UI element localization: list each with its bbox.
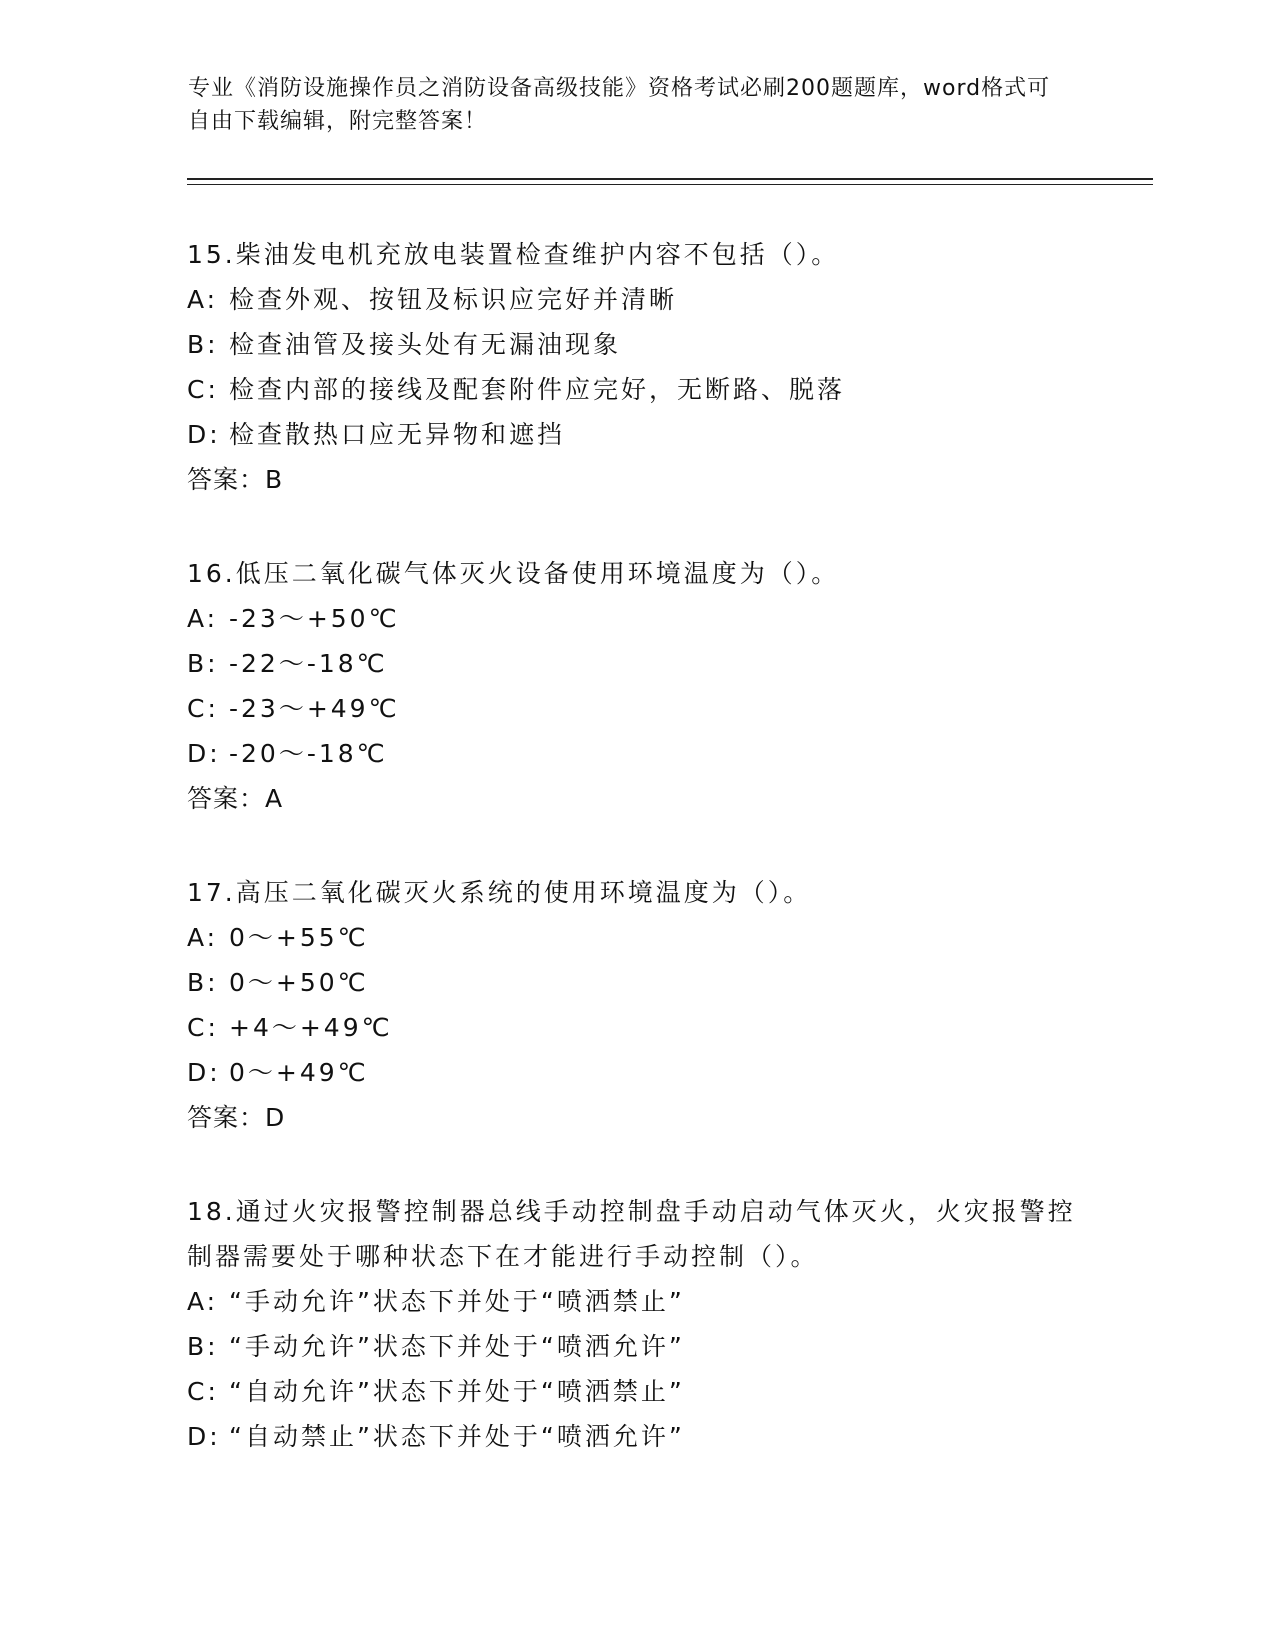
option-b [187, 322, 1087, 367]
option-a [187, 277, 1087, 322]
answer-value: A [265, 784, 284, 813]
option-key: C: [187, 375, 219, 404]
option-b [187, 1324, 1087, 1369]
option-text: “自动允许”状态下并处于“喷洒禁止” [229, 1377, 685, 1406]
option-key: B: [187, 649, 219, 678]
answer-line [187, 776, 1087, 822]
option-a [187, 596, 1087, 641]
option-text: +4～+49℃ [229, 1013, 393, 1042]
option-key: B: [187, 968, 219, 997]
option-key: A: [187, 1287, 219, 1316]
question-16 [187, 551, 1087, 822]
option-text: 检查散热口应无异物和遮挡 [229, 420, 566, 449]
option-key: B: [187, 330, 219, 359]
answer-label: 答案： [187, 465, 266, 494]
header-intro-text: 专业《消防设施操作员之消防设备高级技能》资格考试必刷200题题库，word格式可自由下载编辑，附完整答案！ [188, 76, 1051, 134]
option-key: A: [187, 923, 219, 952]
option-key: D: [187, 1422, 221, 1451]
option-text: “手动允许”状态下并处于“喷洒允许” [229, 1332, 685, 1361]
option-key: D: [187, 739, 221, 768]
answer-value: D [265, 1103, 286, 1132]
question-stem: 15.柴油发电机充放电装置检查维护内容不包括（）。 [187, 240, 840, 269]
option-key: C: [187, 694, 219, 723]
option-key: D: [187, 1058, 221, 1087]
option-c [187, 1005, 1087, 1050]
option-a [187, 1279, 1087, 1324]
option-text: -22～-18℃ [229, 649, 388, 678]
option-text: -20～-18℃ [229, 739, 388, 768]
option-text: “自动禁止”状态下并处于“喷洒允许” [229, 1422, 685, 1451]
answer-line [187, 1095, 1087, 1141]
header-divider-thick [187, 178, 1153, 180]
option-d [187, 412, 1087, 457]
option-a [187, 915, 1087, 960]
answer-label: 答案： [187, 1103, 266, 1132]
option-key: C: [187, 1377, 219, 1406]
question-15 [187, 232, 1087, 503]
question-stem: 18.通过火灾报警控制器总线手动控制盘手动启动气体灭火，火灾报警控制器需要处于哪种状态下在才能进行手动控制（）。 [187, 1197, 1076, 1271]
option-text: 检查内部的接线及配套附件应完好，无断路、脱落 [229, 375, 846, 404]
option-text: 检查外观、按钮及标识应完好并清晰 [229, 285, 678, 314]
option-text: 0～+49℃ [229, 1058, 369, 1087]
option-c [187, 367, 1087, 412]
option-d [187, 1414, 1087, 1459]
question-18 [187, 1189, 1087, 1459]
answer-value: B [265, 465, 284, 494]
option-text: -23～+50℃ [229, 604, 400, 633]
option-d [187, 1050, 1087, 1095]
option-text: -23～+49℃ [229, 694, 400, 723]
answer-line [187, 457, 1087, 503]
option-d [187, 731, 1087, 776]
question-stem: 16.低压二氧化碳气体灭火设备使用环境温度为（）。 [187, 559, 840, 588]
option-text: 0～+55℃ [229, 923, 369, 952]
option-key: D: [187, 420, 221, 449]
document-header [188, 72, 1068, 138]
header-divider-thin [187, 184, 1153, 185]
question-stem: 17.高压二氧化碳灭火系统的使用环境温度为（）。 [187, 878, 812, 907]
option-key: A: [187, 285, 219, 314]
option-b [187, 641, 1087, 686]
option-key: B: [187, 1332, 219, 1361]
question-17 [187, 870, 1087, 1141]
option-text: “手动允许”状态下并处于“喷洒禁止” [229, 1287, 685, 1316]
option-c [187, 1369, 1087, 1414]
option-text: 检查油管及接头处有无漏油现象 [229, 330, 622, 359]
option-b [187, 960, 1087, 1005]
option-key: C: [187, 1013, 219, 1042]
answer-label: 答案： [187, 784, 266, 813]
option-text: 0～+50℃ [229, 968, 369, 997]
option-c [187, 686, 1087, 731]
option-key: A: [187, 604, 219, 633]
